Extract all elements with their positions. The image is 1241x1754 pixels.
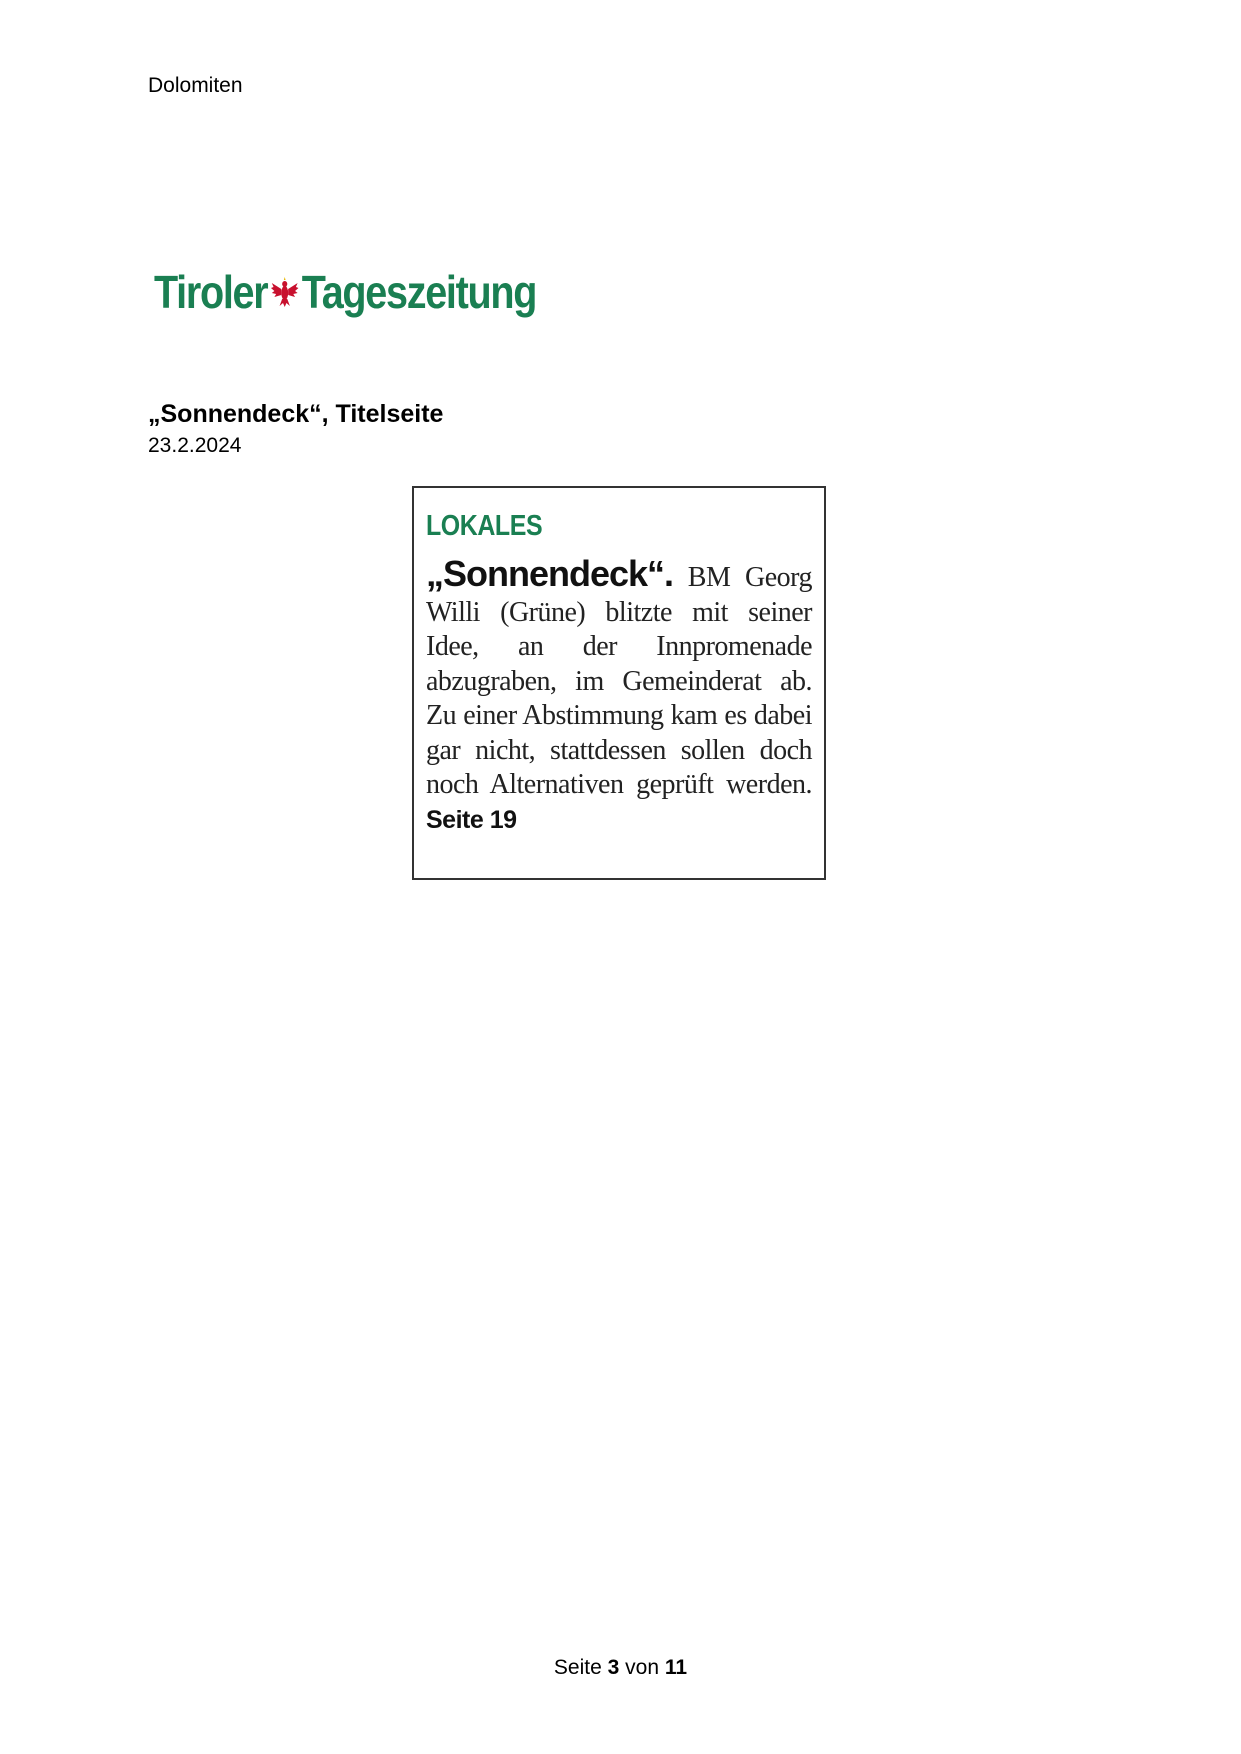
footer-total-pages: 11 <box>664 1656 688 1679</box>
newspaper-logo <box>154 262 536 322</box>
logo-text-tiroler: Tiroler <box>154 266 268 318</box>
page-footer <box>0 1656 1241 1680</box>
logo-text-tageszeitung: Tageszeitung <box>301 266 537 318</box>
footer-of-label: von <box>625 1656 660 1679</box>
tyrolean-eagle-icon <box>270 275 299 309</box>
footer-page-label: Seite <box>553 1656 602 1679</box>
article-title: „Sonnendeck“, Titelseite <box>148 400 444 428</box>
press-clipping <box>412 486 826 880</box>
clipping-body: BM Georg Willi (Grüne) blitzte mit seiner Idee, an der Innpromenade abzugraben, im Gemeinderat ab. Zu einer Abstimmung kam es dabei gar nicht, stattdessen sollen doch noch Alternativen geprüft werden. <box>426 562 812 800</box>
article-date: 23.2.2024 <box>148 434 242 457</box>
clipping-page-reference: Seite 19 <box>426 805 517 834</box>
footer-current-page: 3 <box>607 1656 620 1679</box>
source-name: Dolomiten <box>148 74 243 97</box>
clipping-rubric: LOKALES <box>426 510 543 542</box>
clipping-text <box>426 553 812 837</box>
clipping-headline: „Sonnendeck“. <box>426 553 674 594</box>
